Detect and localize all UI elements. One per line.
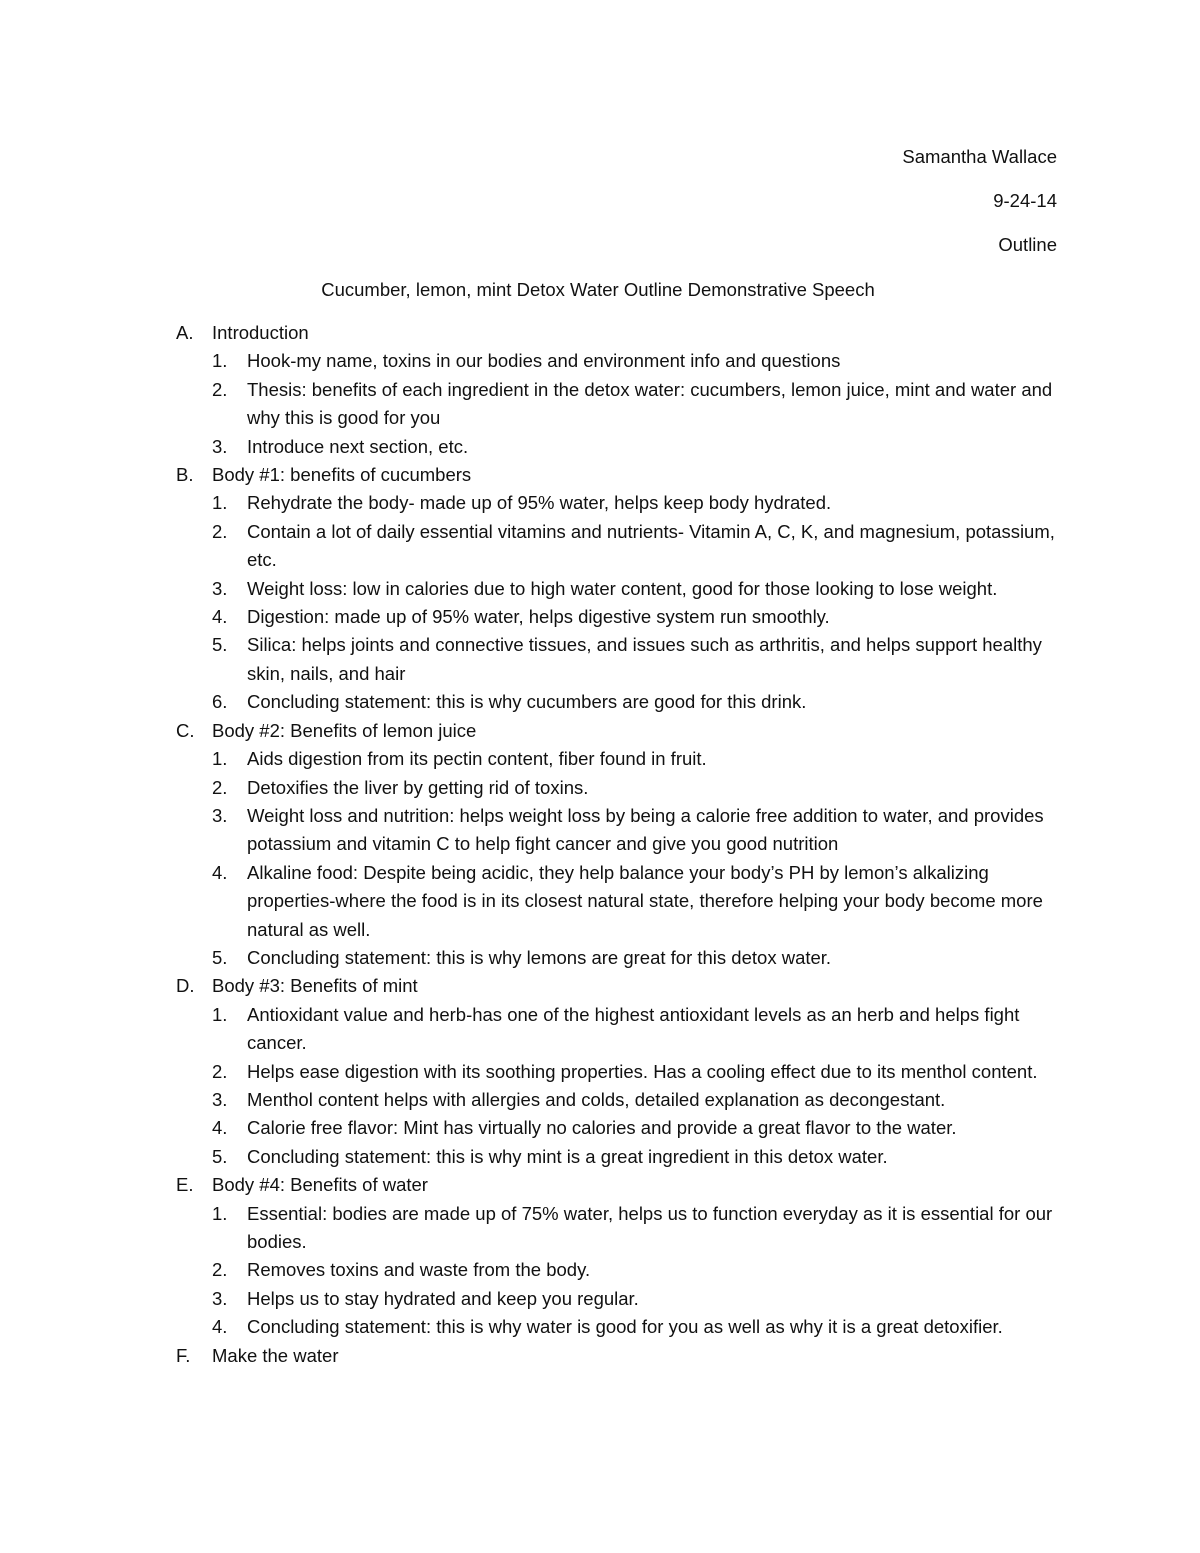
section-letter: E. <box>176 1174 194 1196</box>
item-number: 1. <box>212 492 228 514</box>
outline-item <box>176 376 1057 433</box>
item-text: Silica: helps joints and connective tissues, and issues such as arthritis, and helps support healthy skin, nails, and hair <box>247 634 1042 684</box>
item-text: Menthol content helps with allergies and colds, detailed explanation as decongestant. <box>247 1088 946 1110</box>
item-text: Removes toxins and waste from the body. <box>247 1259 591 1281</box>
outline-item <box>176 1086 1057 1114</box>
outline-item <box>176 745 1057 773</box>
outline-item <box>176 1200 1057 1257</box>
item-number: 1. <box>212 748 228 770</box>
item-number: 5. <box>212 1145 228 1167</box>
item-text: Rehydrate the body- made up of 95% water, helps keep body hydrated. <box>247 492 832 514</box>
item-number: 3. <box>212 1088 228 1110</box>
item-text: Introduce next section, etc. <box>247 435 469 457</box>
item-number: 5. <box>212 634 228 656</box>
item-number: 1. <box>212 1202 228 1224</box>
outline-item <box>176 1143 1057 1171</box>
item-text: Alkaline food: Despite being acidic, they help balance your body’s PH by lemon’s alkalizing properties-where the food is in its closest natural state, therefore helping your body become more natural as well. <box>247 861 1043 940</box>
outline-item <box>176 603 1057 631</box>
outline-item <box>176 688 1057 716</box>
outline-item <box>176 859 1057 944</box>
item-text: Calorie free flavor: Mint has virtually no calories and provide a great flavor to the water. <box>247 1117 957 1139</box>
outline-item <box>176 944 1057 972</box>
item-text: Concluding statement: this is why cucumbers are good for this drink. <box>247 691 807 713</box>
item-text: Antioxidant value and herb-has one of the highest antioxidant levels as an herb and helps fight cancer. <box>247 1003 1020 1054</box>
outline-item <box>176 1256 1057 1284</box>
outline-item <box>176 575 1057 603</box>
item-text: Hook-my name, toxins in our bodies and environment info and questions <box>247 350 841 372</box>
outline-item <box>176 774 1057 802</box>
section-heading: Make the water <box>212 1344 339 1366</box>
outline-item <box>176 631 1057 688</box>
outline-item <box>176 1313 1057 1341</box>
item-number: 3. <box>212 1287 228 1309</box>
item-text: Helps ease digestion with its soothing properties. Has a cooling effect due to its menthol content. <box>247 1060 1038 1082</box>
item-number: 4. <box>212 606 228 628</box>
item-number: 4. <box>212 1316 228 1338</box>
item-number: 2. <box>212 520 228 542</box>
outline-item <box>176 347 1057 375</box>
document-label: Outline <box>998 234 1057 255</box>
item-number: 1. <box>212 350 228 372</box>
item-number: 3. <box>212 435 228 457</box>
section-heading: Introduction <box>212 322 309 343</box>
outline-item <box>176 518 1057 575</box>
item-text: Aids digestion from its pectin content, fiber found in fruit. <box>247 748 707 770</box>
outline-section <box>176 1342 1076 1370</box>
item-text: Concluding statement: this is why mint is a great ingredient in this detox water. <box>247 1145 888 1167</box>
outline-section <box>176 461 1076 489</box>
outline-section <box>176 717 1076 745</box>
outline-section <box>176 1171 1076 1199</box>
outline-item <box>176 1114 1057 1142</box>
item-text: Contain a lot of daily essential vitamins and nutrients- Vitamin A, C, K, and magnesium, potassium, etc. <box>247 520 1055 571</box>
outline-item <box>176 802 1057 859</box>
section-heading: Body #4: Benefits of water <box>212 1174 428 1196</box>
item-text: Digestion: made up of 95% water, helps digestive system run smoothly. <box>247 606 830 628</box>
section-letter: F. <box>176 1344 191 1366</box>
section-heading: Body #2: Benefits of lemon juice <box>212 719 477 741</box>
item-text: Weight loss and nutrition: helps weight loss by being a calorie free addition to water, and provides potassium and vitamin C to help fight cancer and give you good nutrition <box>247 804 1044 855</box>
item-number: 4. <box>212 1117 228 1139</box>
item-text: Thesis: benefits of each ingredient in the detox water: cucumbers, lemon juice, mint and water and why this is good for you <box>247 378 1053 429</box>
item-text: Concluding statement: this is why lemons are great for this detox water. <box>247 946 832 968</box>
section-letter: B. <box>176 464 194 486</box>
section-letter: C. <box>176 719 195 741</box>
outline-section <box>176 972 1076 1000</box>
author-name: Samantha Wallace <box>902 146 1057 167</box>
item-text: Detoxifies the liver by getting rid of toxins. <box>247 776 589 798</box>
outline-item <box>176 1001 1057 1058</box>
outline-section <box>176 319 1076 347</box>
item-number: 2. <box>212 1060 228 1082</box>
item-text: Concluding statement: this is why water is good for you as well as why it is a great detoxifier. <box>247 1316 1003 1338</box>
document-title: Cucumber, lemon, mint Detox Water Outline Demonstrative Speech <box>321 279 875 300</box>
item-number: 3. <box>212 577 228 599</box>
item-number: 1. <box>212 1003 228 1025</box>
section-letter: A. <box>176 322 194 343</box>
section-heading: Body #3: Benefits of mint <box>212 975 418 997</box>
outline-list <box>176 319 1076 1370</box>
outline-item <box>176 1285 1057 1313</box>
item-number: 2. <box>212 1259 228 1281</box>
item-text: Weight loss: low in calories due to high water content, good for those looking to lose weight. <box>247 577 998 599</box>
item-number: 5. <box>212 946 228 968</box>
item-number: 2. <box>212 776 228 798</box>
outline-item <box>176 1058 1057 1086</box>
outline-item <box>176 433 1057 461</box>
section-letter: D. <box>176 975 195 997</box>
item-number: 6. <box>212 691 228 713</box>
section-heading: Body #1: benefits of cucumbers <box>212 464 472 486</box>
item-number: 2. <box>212 378 228 400</box>
document-date: 9-24-14 <box>993 190 1057 211</box>
item-text: Helps us to stay hydrated and keep you regular. <box>247 1287 639 1309</box>
item-number: 3. <box>212 804 228 826</box>
item-text: Essential: bodies are made up of 75% water, helps us to function everyday as it is essential for our bodies. <box>247 1202 1053 1252</box>
item-number: 4. <box>212 861 228 883</box>
outline-item <box>176 489 1057 517</box>
